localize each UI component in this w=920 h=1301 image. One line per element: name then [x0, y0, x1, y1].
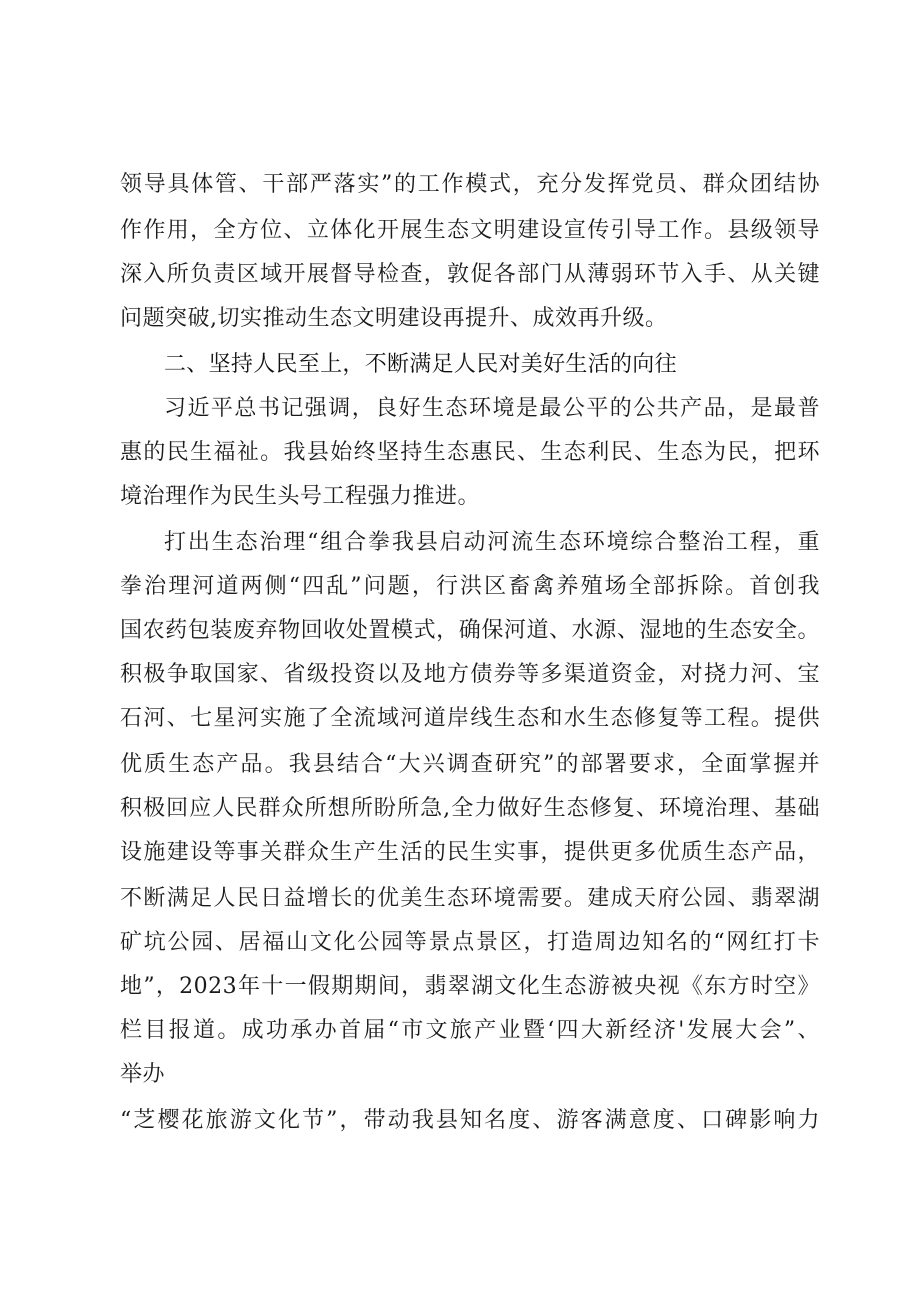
body-text-line: “芝樱花旅游文化节”，带动我县知名度、游客满意度、口碑影响力 — [120, 1108, 820, 1133]
body-text-line: 拳治理河道两侧“四乱”问题，行洪区畜禽养殖场全部拆除。首创我 — [120, 574, 820, 599]
body-text-line: 石河、七星河实施了全流域河道岸线生态和水生态修复等工程。提供 — [120, 706, 820, 731]
body-text-line: 作作用，全方位、立体化开展生态文明建设宣传引导工作。县级领导 — [120, 218, 820, 243]
body-text-line: 优质生态产品。我县结合“大兴调查研究”的部署要求，全面掌握并 — [120, 752, 820, 777]
body-text-line: 不断满足人民日益增长的优美生态环境需要。建成天府公园、翡翠湖 — [120, 886, 820, 911]
body-text-line: 积极回应人民群众所想所盼所急,全力做好生态修复、环境治理、基础 — [120, 796, 820, 821]
body-text-line: 打出生态治理“组合拳我县启动河流生态环境综合整治工程，重 — [164, 530, 820, 555]
body-text-line: 矿坑公园、居福山文化公园等景点景区，打造周边知名的“网红打卡 — [120, 930, 820, 955]
body-text-line: 领导具体管、干部严落实”的工作模式，充分发挥党员、群众团结协 — [120, 172, 820, 197]
section-heading: 二、坚持人民至上，不断满足人民对美好生活的向往 — [164, 352, 677, 377]
body-text-line: 习近平总书记强调，良好生态环境是最公平的公共产品，是最普 — [164, 396, 820, 421]
body-text-line: 惠的民生福祉。我县始终坚持生态惠民、生态利民、生态为民，把环 — [120, 440, 820, 465]
body-text-line: 举办 — [120, 1062, 166, 1087]
body-text-line: 深入所负责区域开展督导检查，敦促各部门从薄弱环节入手、从关键 — [120, 262, 820, 287]
body-text-line: 积极争取国家、省级投资以及地方债券等多渠道资金，对挠力河、宝 — [120, 662, 820, 687]
body-text-line: 栏目报道。成功承办首届“市文旅产业暨‘四大新经济'发展大会”、 — [120, 1018, 820, 1043]
body-text-line: 境治理作为民生头号工程强力推进。 — [120, 484, 481, 509]
body-text-line: 问题突破,切实推动生态文明建设再提升、成效再升级。 — [120, 306, 668, 331]
body-text-line: 地”，2023年十一假期期间，翡翠湖文化生态游被央视《东方时空》 — [120, 974, 820, 999]
body-text-line: 国农药包装废弃物回收处置模式，确保河道、水源、湿地的生态安全。 — [120, 618, 820, 643]
body-text-line: 设施建设等事关群众生产生活的民生实事，提供更多优质生态产品， — [120, 840, 820, 865]
